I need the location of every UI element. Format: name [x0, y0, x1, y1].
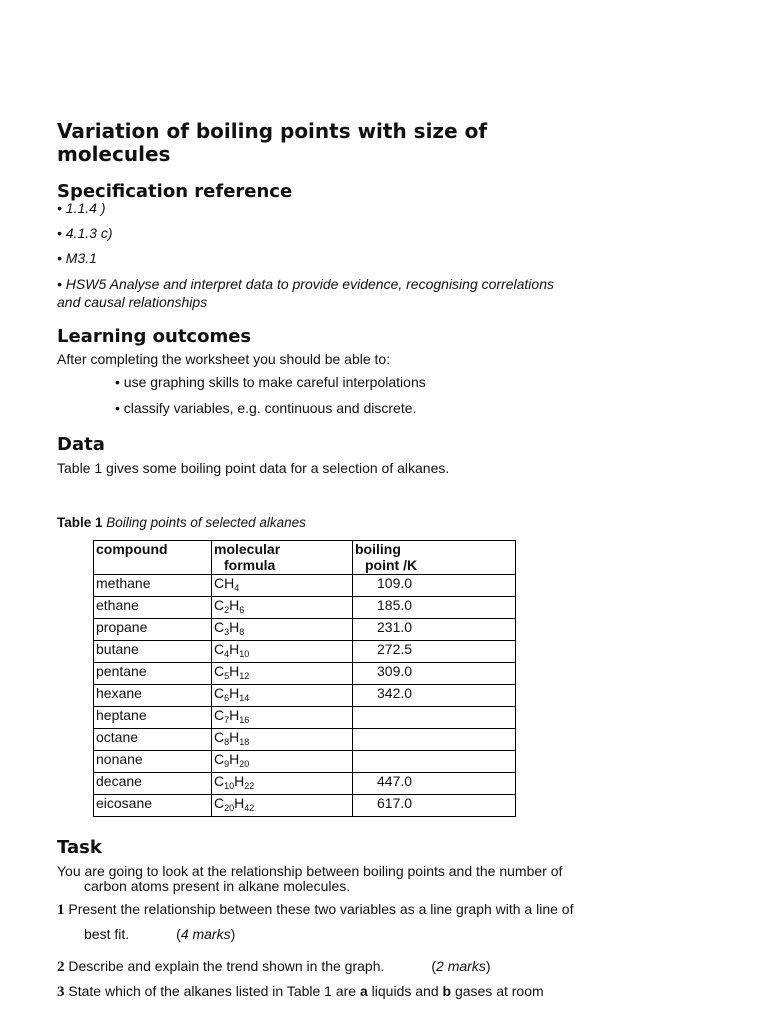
cell-formula: $C_{20}H_{42}$ [212, 795, 353, 817]
data-intro: Table 1 gives some boiling point data for a selection of alkanes. [57, 460, 450, 476]
cell-boiling-point: 231.0 [353, 619, 516, 641]
table-row [94, 619, 516, 641]
table-row [94, 729, 516, 751]
cell-compound: hexane [94, 685, 212, 707]
outcome-item: • use graphing skills to make careful interpolations [115, 374, 426, 390]
cell-compound: pentane [94, 663, 212, 685]
table-row [94, 663, 516, 685]
table-row [94, 795, 516, 817]
cell-compound: decane [94, 773, 212, 795]
cell-compound: ethane [94, 597, 212, 619]
cell-formula: $C_6H_{14}$ [212, 685, 353, 707]
cell-compound: propane [94, 619, 212, 641]
cell-boiling-point: 617.0 [353, 795, 516, 817]
cell-boiling-point [353, 751, 516, 773]
cell-boiling-point [353, 707, 516, 729]
cell-formula: $CH_4$ [212, 575, 353, 597]
table-row [94, 751, 516, 773]
cell-boiling-point: 109.0 [353, 575, 516, 597]
task-intro-cont: carbon atoms present in alkane molecules. [84, 878, 351, 894]
data-heading: Data [57, 434, 105, 455]
cell-boiling-point: 447.0 [353, 773, 516, 795]
cell-boiling-point: 185.0 [353, 597, 516, 619]
outcomes-heading: Learning outcomes [57, 326, 252, 347]
cell-compound: heptane [94, 707, 212, 729]
cell-boiling-point: 309.0 [353, 663, 516, 685]
task-heading: Task [57, 837, 102, 858]
cell-formula: $C_7H_{16}$ [212, 707, 353, 729]
task-intro: You are going to look at the relationship between boiling points and the number of [57, 863, 563, 879]
question-1-cont: best fit. (4 marks) [84, 926, 236, 942]
spec-item: • HSW5 Analyse and interpret data to provide evidence, recognising correlations and causal relationships [57, 276, 554, 310]
table-caption-text: Boiling points of selected alkanes [106, 515, 306, 530]
spec-item: • 1.1.4 ) [57, 200, 106, 216]
table-header-row [94, 541, 516, 575]
cell-compound: octane [94, 729, 212, 751]
spec-heading: Specification reference [57, 181, 293, 202]
table-row [94, 597, 516, 619]
spec-item: • 4.1.3 c) [57, 225, 113, 241]
cell-compound: eicosane [94, 795, 212, 817]
cell-compound: nonane [94, 751, 212, 773]
cell-formula: $C_8H_{18}$ [212, 729, 353, 751]
table-row [94, 773, 516, 795]
header-boiling-point: boiling point /K [353, 541, 516, 575]
table-caption [57, 515, 306, 530]
cell-formula: $C_3H_8$ [212, 619, 353, 641]
cell-boiling-point: 342.0 [353, 685, 516, 707]
question-2: 2 Describe and explain the trend shown in the graph. (2 marks) [57, 958, 491, 975]
outcome-item: • classify variables, e.g. continuous and discrete. [115, 400, 417, 416]
cell-formula: $C_2H_6$ [212, 597, 353, 619]
header-compound: compound [94, 541, 212, 575]
cell-formula: $C_5H_{12}$ [212, 663, 353, 685]
table-row [94, 575, 516, 597]
question-3: 3 State which of the alkanes listed in Table 1 are a liquids and b gases at room [57, 983, 544, 1000]
table-caption-label: Table 1 [57, 515, 103, 530]
header-formula: molecular formula [212, 541, 353, 575]
outcomes-intro: After completing the worksheet you should be able to: [57, 351, 391, 367]
table-row [94, 707, 516, 729]
cell-boiling-point: 272.5 [353, 641, 516, 663]
table-row [94, 641, 516, 663]
cell-formula: $C_9H_{20}$ [212, 751, 353, 773]
spec-item: • M3.1 [57, 250, 97, 266]
cell-formula: $C_{10}H_{22}$ [212, 773, 353, 795]
boiling-points-table [93, 540, 516, 817]
cell-compound: butane [94, 641, 212, 663]
page-title: Variation of boiling points with size of molecules [57, 119, 488, 166]
question-1: 1 Present the relationship between these two variables as a line graph with a line of [57, 901, 574, 918]
cell-boiling-point [353, 729, 516, 751]
cell-formula: $C_4H_{10}$ [212, 641, 353, 663]
table-row [94, 685, 516, 707]
cell-compound: methane [94, 575, 212, 597]
